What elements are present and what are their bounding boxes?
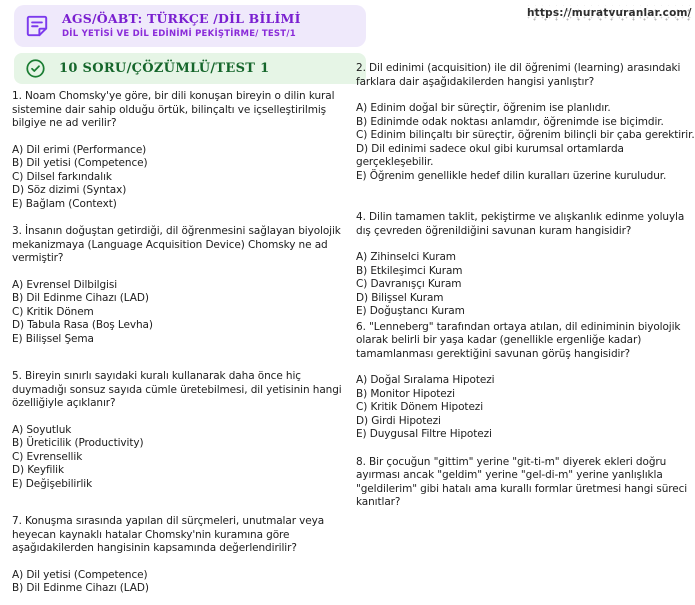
option-a: A) Dil erimi (Performance) — [12, 143, 147, 156]
option-c: C) Kritik Dönem Hipotezi — [356, 401, 484, 413]
questions-column-left — [12, 90, 348, 596]
options-list — [12, 424, 348, 492]
options-list — [12, 279, 348, 347]
question-5 — [12, 370, 348, 491]
options-list — [356, 251, 695, 319]
option-a: A) Edinim doğal bir süreçtir, öğrenim ise planlıdır. — [356, 102, 611, 114]
question-text: 8. Bir çocuğun "gittim" yerine "git-ti-m" diyerek ekleri doğru ayırması ancak "geldim" yerine "gel-di-m" yerine yanlışlıkla "geldilerim" gibi hatalı ama kurallı formlar üretmesi hangi süreci kanıtlar? — [356, 455, 688, 508]
question-text: 2. Dil edinimi (acquisition) ile dil öğrenimi (learning) arasındaki farklara dair aşağıdakilerden hangisi yanlıştır? — [356, 62, 681, 88]
options-list — [356, 102, 695, 183]
options-list — [356, 374, 695, 442]
option-e: E) Bilişsel Şema — [12, 332, 94, 345]
option-d: D) Girdi Hipotezi — [356, 414, 441, 427]
question-text: 5. Bireyin sınırlı sayıdaki kuralı kullanarak daha önce hiç duymadığı sonsuz sayıda cümle üretebilmesi, dil yetisinin hangi özelliğiyle açıklanır? — [12, 370, 342, 409]
question-3 — [12, 225, 348, 346]
option-a: A) Dil yetisi (Competence) — [12, 568, 148, 581]
option-a: A) Soyutluk — [12, 423, 72, 436]
question-text: 4. Dilin tamamen taklit, pekiştirme ve alışkanlık edinme yoluyla dış çevreden öğrenildiğini savunan kuram hangisidir? — [356, 211, 685, 237]
question-1 — [12, 90, 348, 211]
header-banner — [14, 5, 366, 47]
option-c: C) Evrensellik — [12, 450, 83, 463]
check-circle-icon — [25, 58, 46, 79]
question-text: 7. Konuşma sırasında yapılan dil sürçmeleri, unutmalar veya heyecan kaynaklı hatalar Chomsky'nin kuramına göre aşağıdakilerden hangisinin kapsamında değerlendirilir? — [12, 515, 325, 554]
option-c: C) Edinim bilinçaltı bir süreçtir, öğrenim bilinçli bir çaba gerektirir. — [356, 129, 695, 141]
option-a: A) Evrensel Dilbilgisi — [12, 278, 118, 291]
watermark-url: https://muratvuranlar.com/ — [527, 5, 691, 23]
question-text: 1. Noam Chomsky'ye göre, bir dili konuşan bireyin o dilin kural sistemine dair sahip olduğu örtük, bilinçaltı ve içselleştirilmiş bilgiye ne ad verilir? — [12, 90, 335, 129]
question-8 — [356, 456, 695, 510]
question-6 — [356, 321, 695, 442]
option-e: E) Değişebilirlik — [12, 477, 93, 490]
option-b: B) Edinimde odak noktası anlamdır, öğrenimde ise biçimdir. — [356, 115, 664, 128]
question-4 — [356, 211, 695, 319]
option-b: B) Monitor Hipotezi — [356, 387, 455, 400]
note-icon — [24, 13, 50, 39]
questions-column-right — [356, 62, 695, 510]
options-list — [12, 569, 348, 596]
page-subtitle: DİL YETİSİ VE DİL EDİNİMİ PEKİŞTİRME/ TEST/1 — [62, 29, 296, 39]
option-a: A) Doğal Sıralama Hipotezi — [356, 374, 495, 386]
option-d: D) Dil edinimi sadece okul gibi kurumsal ortamlarda gerçekleşebilir. — [356, 142, 624, 168]
option-d: D) Söz dizimi (Syntax) — [12, 184, 127, 196]
test-info-badge — [14, 53, 366, 84]
option-d: D) Tabula Rasa (Boş Levha) — [12, 319, 153, 331]
option-c: C) Dilsel farkındalık — [12, 170, 112, 183]
badge-label: 10 SORU/ÇÖZÜMLÜ/TEST 1 — [59, 61, 270, 76]
option-e: E) Bağlam (Context) — [12, 197, 117, 210]
question-2 — [356, 62, 695, 183]
option-d: D) Bilişsel Kuram — [356, 291, 444, 304]
question-7 — [12, 515, 348, 596]
page-title: AGS/ÖABT: TÜRKÇE /DİL BİLİMİ — [62, 11, 301, 26]
option-e: E) Duygusal Filtre Hipotezi — [356, 428, 492, 440]
option-b: B) Dil Edinme Cihazı (LAD) — [12, 292, 149, 304]
option-e: E) Öğrenim genellikle hedef dilin kuralları üzerine kuruludur. — [356, 169, 667, 182]
option-c: C) Kritik Dönem — [12, 305, 94, 318]
option-b: B) Dil yetisi (Competence) — [12, 157, 148, 169]
question-text: 3. İnsanın doğuştan getirdiği, dil öğrenmesini sağlayan biyolojik mekanizmaya (Language Acquisition Device) Chomsky ne ad vermiştir? — [12, 225, 341, 264]
header-text — [62, 12, 301, 40]
option-d: D) Keyfilik — [12, 464, 64, 476]
option-e: E) Doğuştancı Kuram — [356, 305, 465, 317]
options-list — [12, 144, 348, 212]
option-c: C) Davranışçı Kuram — [356, 278, 462, 290]
option-b: B) Üreticilik (Productivity) — [12, 437, 144, 449]
option-b: B) Etkileşimci Kuram — [356, 264, 463, 277]
option-b: B) Dil Edinme Cihazı (LAD) — [12, 582, 149, 594]
question-text: 6. "Lenneberg" tarafından ortaya atılan, dil ediniminin biyolojik olarak belirli bir yaşa kadar (genellikle ergenliğe kadar) tamamlanması gerektiğini savunan görüş hangisidir? — [356, 320, 681, 360]
option-a: A) Zihinselci Kuram — [356, 251, 456, 263]
